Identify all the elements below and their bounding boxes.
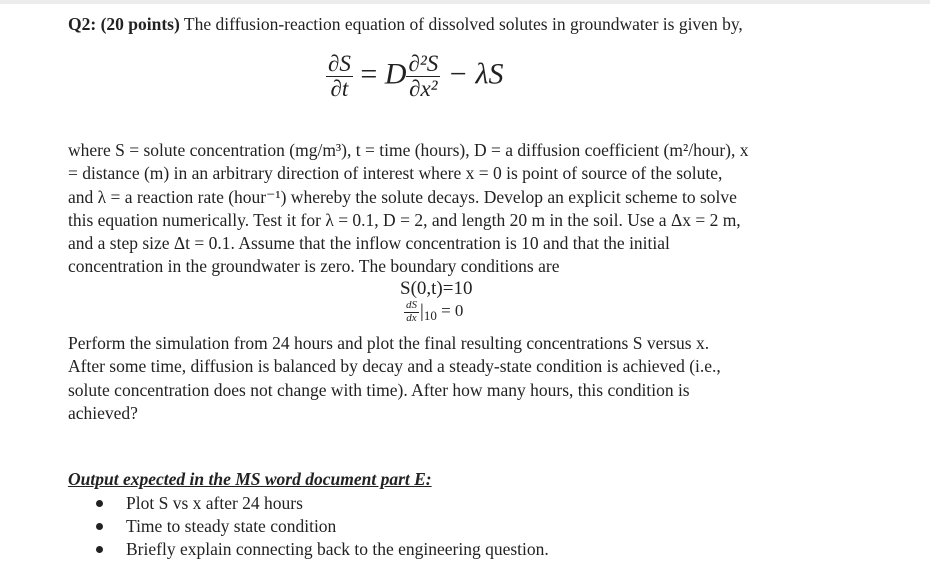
bullet-icon: [96, 500, 103, 507]
list-item: [96, 538, 549, 561]
description-line: and a step size Δt = 0.1. Assume that the inflow concentration is 10 and that the initial: [68, 233, 670, 254]
rhs-numerator: ∂²S: [408, 51, 439, 76]
description-line: concentration in the groundwater is zero. The boundary conditions are: [68, 256, 560, 277]
description-line: this equation numerically. Test it for λ = 0.1, D = 2, and length 20 m in the soil. Use a Δx = 2 m,: [68, 209, 741, 230]
list-item: [96, 515, 549, 538]
lhs-denominator: ∂t: [330, 76, 349, 102]
equals-sign: =: [360, 57, 378, 91]
simulation-line: solute concentration does not change with time). After how many hours, this condition is: [68, 379, 690, 400]
description-line: and λ = a reaction rate (hour⁻¹) whereby the solute decays. Develop an explicit scheme to solve: [68, 186, 737, 207]
simulation-instructions: [68, 332, 721, 425]
diffusion-coefficient: D: [384, 57, 407, 91]
output-list: [96, 492, 549, 561]
bullet-icon: [96, 546, 103, 553]
gradient-denominator: dx: [406, 311, 417, 324]
rhs-second-derivative: [406, 52, 440, 101]
lhs-numerator: ∂S: [328, 51, 351, 76]
boundary-condition-gradient: [404, 300, 463, 324]
rhs-denominator: ∂x²: [409, 76, 438, 102]
gradient-fraction: [404, 300, 419, 324]
list-item-text: Briefly explain connecting back to the engineering question.: [126, 539, 549, 559]
gradient-numerator: dS: [406, 299, 417, 311]
list-item-text: Plot S vs x after 24 hours: [126, 493, 303, 513]
question-points: (20 points): [100, 14, 180, 34]
diffusion-reaction-equation: [326, 52, 503, 101]
evaluation-bar: |: [420, 301, 424, 323]
gradient-rhs: = 0: [436, 300, 464, 320]
decay-term: − λS: [447, 57, 504, 91]
simulation-line: Perform the simulation from 24 hours and plot the final resulting concentrations S versus x.: [68, 333, 710, 353]
simulation-line: achieved?: [68, 402, 138, 423]
top-border: [0, 0, 930, 4]
boundary-condition-inflow: S(0,t)=10: [400, 278, 473, 299]
question-title: [68, 14, 743, 35]
list-item: [96, 492, 549, 515]
list-item-text: Time to steady state condition: [126, 516, 337, 536]
description-line: = distance (m) in an arbitrary direction of interest where x = 0 is point of source of the solute,: [68, 163, 723, 184]
bullet-icon: [96, 523, 103, 530]
output-heading: Output expected in the MS word document part E:: [68, 469, 432, 489]
question-label: Q2:: [68, 14, 97, 34]
lhs-derivative: [326, 52, 353, 101]
simulation-line: After some time, diffusion is balanced by decay and a steady-state condition is achieved (i.e.,: [68, 356, 721, 377]
question-title-text: The diffusion-reaction equation of dissolved solutes in groundwater is given by,: [183, 14, 743, 34]
evaluation-point: 10: [423, 307, 437, 323]
description-line: where S = solute concentration (mg/m³), t = time (hours), D = a diffusion coefficient (m²/hour), x: [68, 140, 749, 160]
problem-description: [68, 139, 748, 279]
